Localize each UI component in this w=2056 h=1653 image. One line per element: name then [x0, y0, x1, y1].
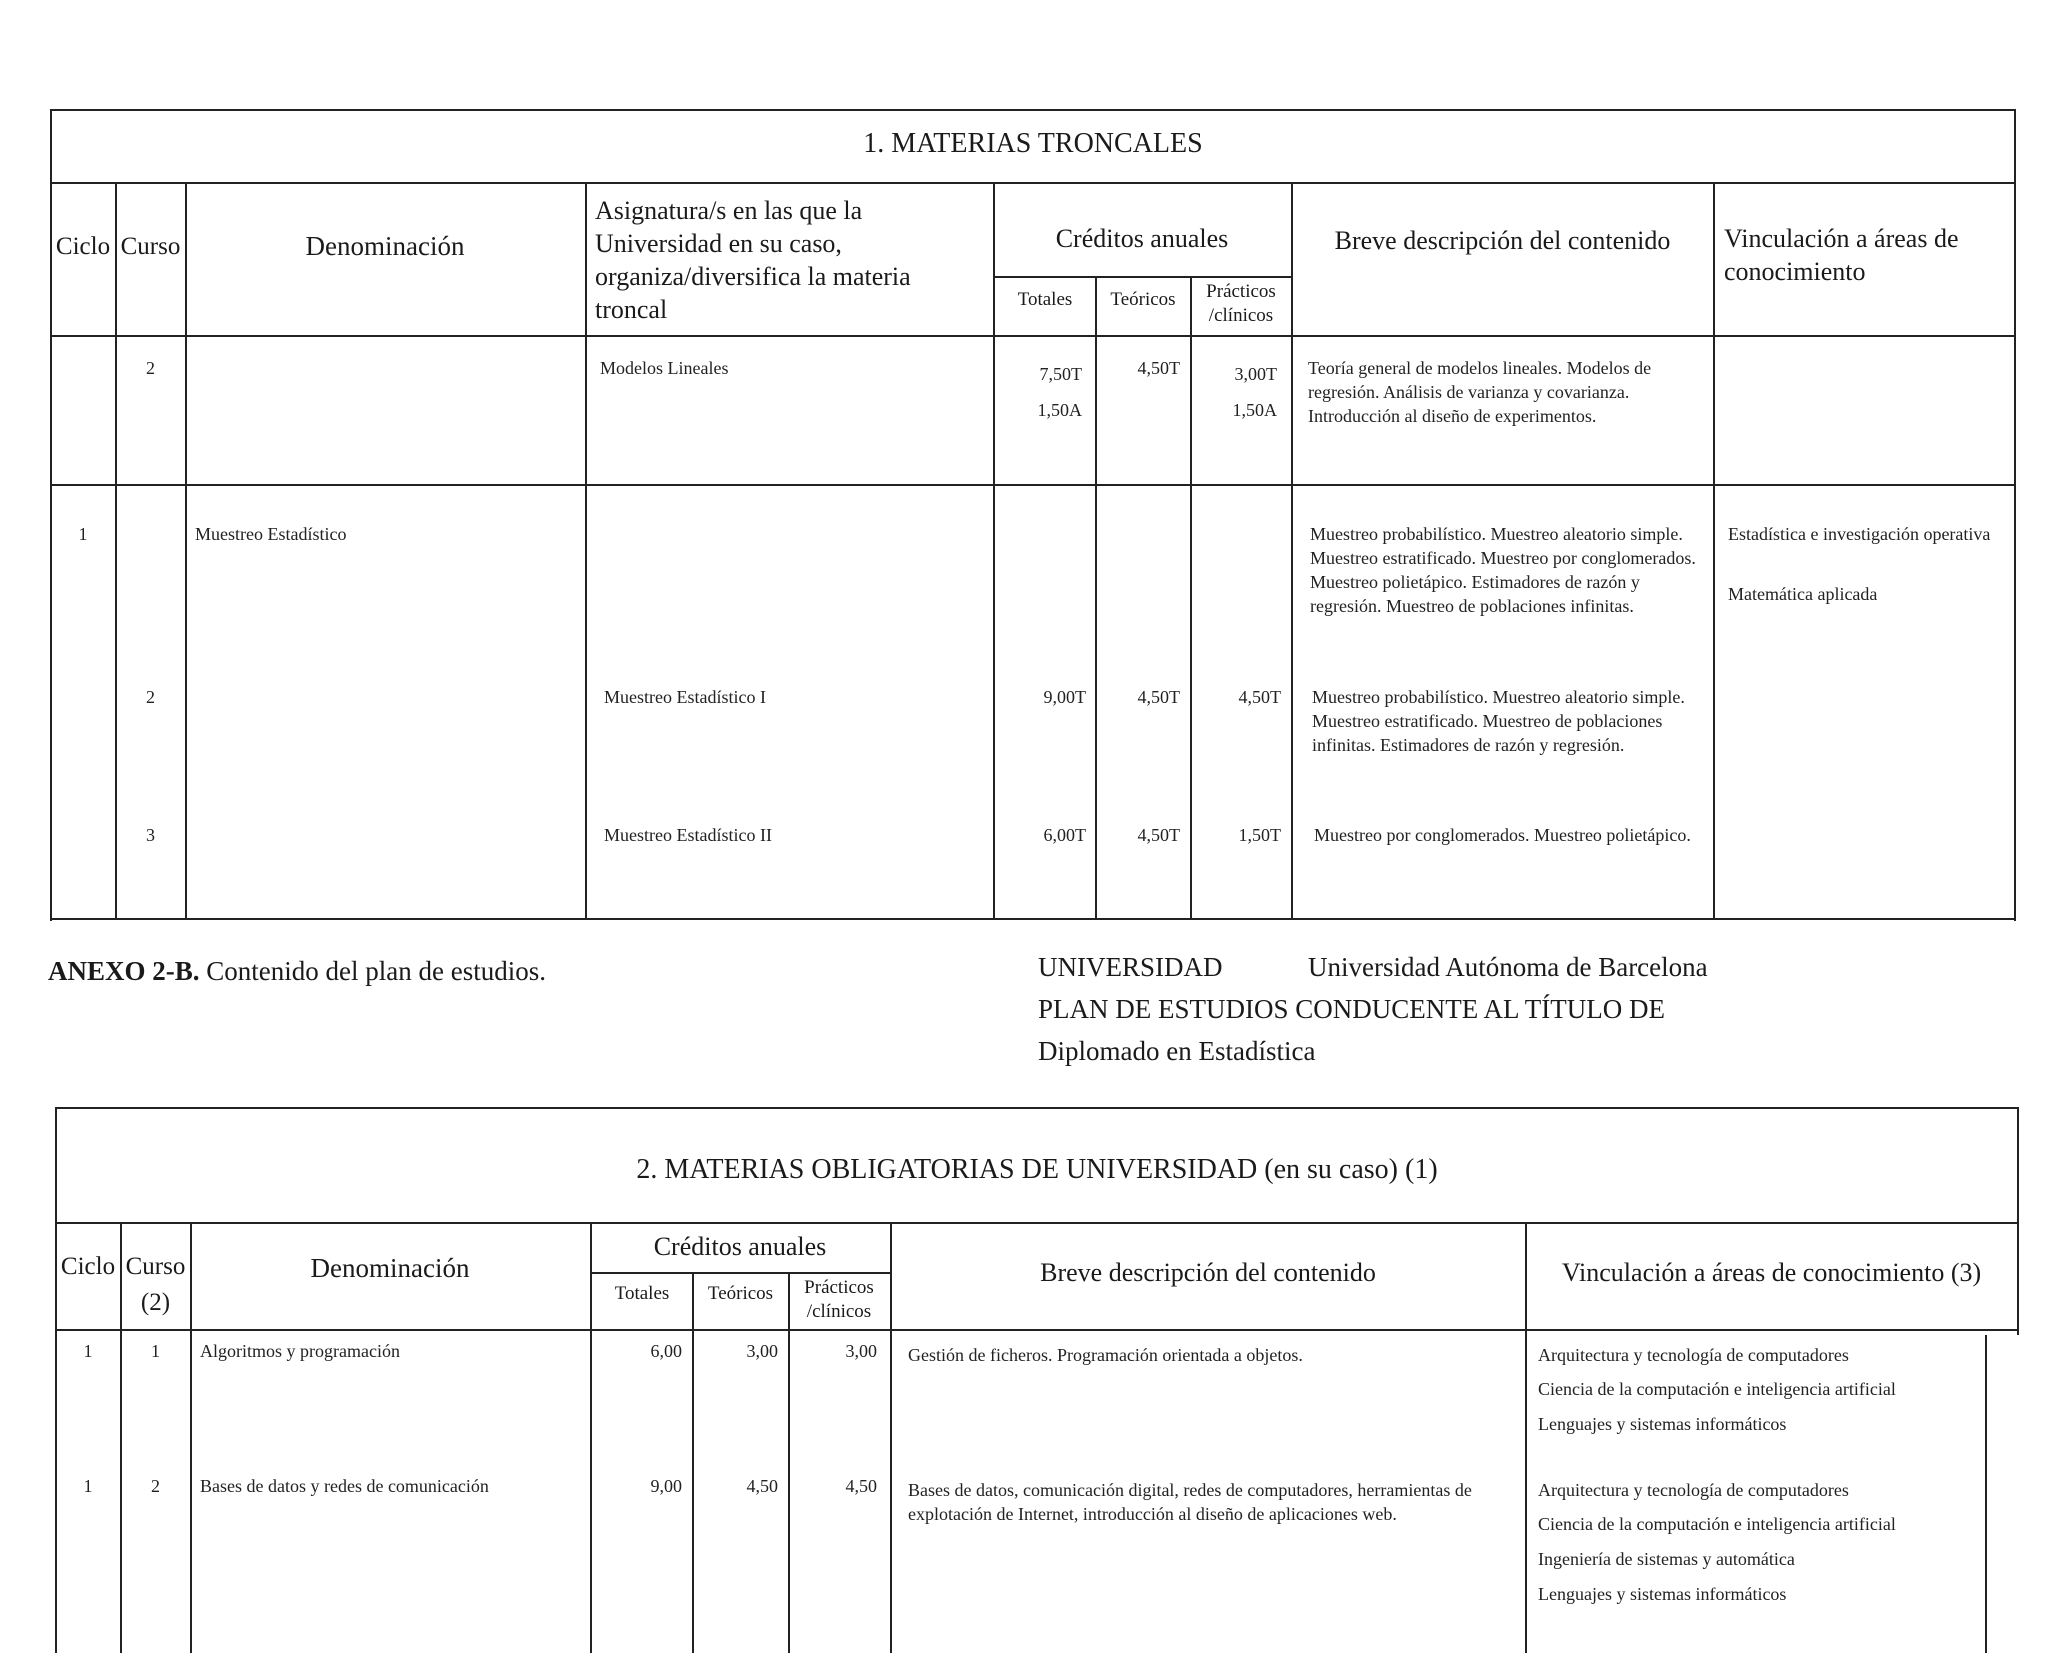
table2-col-line [788, 1272, 790, 1653]
cell-denominacion: Algoritmos y programación [200, 1341, 400, 1361]
cell-totales: 6,00 [650, 1341, 682, 1361]
table1-top-border [50, 109, 2016, 111]
table1-title-divider [50, 182, 2016, 184]
header-denominacion: Denominación [305, 231, 465, 261]
table1-row-divider [50, 484, 2016, 486]
table2-col-line [190, 1222, 192, 1653]
cell-practicos: 3,00 [845, 1341, 877, 1361]
cell-area: Lenguajes y sistemas informáticos [1538, 1584, 1787, 1604]
universidad-label: UNIVERSIDAD [1038, 952, 1223, 982]
table1-bottom-border [50, 918, 2016, 920]
cell-descripcion: Muestreo probabilístico. Muestreo aleatorio simple. Muestreo estratificado. Muestreo por conglomerados. Muestreo polietápico. Estimadores de razón y regresión. Muestreo de poblaciones infinitas. [1310, 524, 1696, 616]
cell-teoricos: 4,50T [1137, 825, 1180, 845]
table2-col-line [692, 1272, 694, 1653]
cell-ciclo: 1 [78, 524, 88, 544]
cell-practicos: 1,50T [1238, 825, 1281, 845]
table1-credits-subdivider [993, 276, 1291, 278]
header-totales: Totales [614, 1283, 670, 1304]
cell-asignatura: Muestreo Estadístico II [604, 825, 772, 845]
table1-col-line [1190, 276, 1192, 920]
table2-top-border [55, 1107, 2019, 1109]
cell-asignatura: Modelos Lineales [600, 358, 729, 378]
header-descripcion: Breve descripción del contenido [1334, 226, 1671, 255]
cell-curso: 2 [146, 687, 155, 707]
table2-col-line [55, 1222, 57, 1653]
anexo-text: Contenido del plan de estudios. [206, 956, 546, 986]
cell-area: Ingeniería de sistemas y automática [1538, 1549, 1795, 1569]
cell-totales: 6,00T [1043, 825, 1086, 845]
table1-col-line [115, 182, 117, 920]
header-creditos-anuales: Créditos anuales [1055, 224, 1229, 253]
cell-teoricos: 4,50T [1137, 687, 1180, 707]
universidad-value: Universidad Autónoma de Barcelona [1308, 952, 1708, 982]
cell-curso: 2 [151, 1476, 160, 1496]
titulo-value: Diplomado en Estadística [1038, 1036, 1316, 1066]
cell-descripcion: Muestreo por conglomerados. Muestreo polietápico. [1314, 825, 1691, 845]
cell-totales: 7,50T 1,50A [1037, 364, 1082, 420]
cell-area: Ciencia de la computación e inteligencia artificial [1538, 1379, 1896, 1399]
cell-practicos: 4,50T [1238, 687, 1281, 707]
cell-curso: 2 [146, 358, 155, 378]
header-teoricos: Teóricos [707, 1283, 774, 1304]
header-vinculacion: Vinculación a áreas de conocimiento [1724, 224, 1959, 286]
header-curso: Curso [125, 1253, 186, 1280]
cell-teoricos: 4,50 [746, 1476, 778, 1496]
table1-title: 1. MATERIAS TRONCALES [863, 128, 1203, 159]
table1-header-divider [50, 335, 2016, 337]
cell-ciclo: 1 [83, 1476, 93, 1496]
header-teoricos: Teóricos [1110, 289, 1176, 310]
cell-area: Arquitectura y tecnología de computadores [1538, 1480, 1849, 1500]
header-practicos: Prácticos /clínicos [804, 1277, 874, 1322]
cell-descripcion: Muestreo probabilístico. Muestreo aleatorio simple. Muestreo estratificado. Muestreo de poblaciones infinitas. Estimadores de razón y regresión. [1312, 687, 1685, 755]
table1-col-line [1713, 182, 1715, 920]
header-asignaturas: Asignatura/s en las que la Universidad en su caso, organiza/diversifica la materia troncal [595, 196, 911, 324]
header-curso-note: (2) [140, 1289, 171, 1316]
cell-totales: 9,00 [650, 1476, 682, 1496]
cell-vinculacion: Estadística e investigación operativa [1728, 524, 1991, 544]
header-totales: Totales [1017, 289, 1073, 310]
table2-title: 2. MATERIAS OBLIGATORIAS DE UNIVERSIDAD (en su caso) (1) [636, 1154, 1438, 1185]
anexo-line [48, 956, 546, 987]
header-denominacion: Denominación [310, 1253, 470, 1283]
cell-curso: 3 [146, 825, 155, 845]
header-descripcion: Breve descripción del contenido [1040, 1258, 1376, 1287]
cell-teoricos: 3,00 [746, 1341, 778, 1361]
header-ciclo: Ciclo [60, 1253, 116, 1280]
table1-col-line [185, 182, 187, 920]
cell-vinculacion-2: Matemática aplicada [1728, 584, 1878, 604]
table2-header-divider [55, 1329, 2019, 1331]
header-creditos-anuales: Créditos anuales [653, 1232, 827, 1261]
table1-col-line [1291, 182, 1293, 920]
cell-denominacion: Muestreo Estadístico [195, 524, 347, 544]
table1-col-line [1095, 276, 1097, 920]
table1-right-border [2014, 109, 2016, 921]
header-practicos: Prácticos /clínicos [1206, 281, 1276, 326]
cell-descripcion: Teoría general de modelos lineales. Modelos de regresión. Análisis de varianza y covarianza. Introducción al diseño de experimentos. [1308, 358, 1652, 426]
plan-estudios-line: PLAN DE ESTUDIOS CONDUCENTE AL TÍTULO DE [1038, 994, 1665, 1024]
header-curso: Curso [120, 233, 181, 260]
cell-totales: 9,00T [1043, 687, 1086, 707]
cell-area: Arquitectura y tecnología de computadores [1538, 1345, 1849, 1365]
table2-right-border [2017, 1107, 2019, 1335]
cell-descripcion: Bases de datos, comunicación digital, redes de computadores, herramientas de explotación de Internet, introducción al diseño de aplicaciones web. [908, 1480, 1472, 1524]
anexo-label: ANEXO 2-B. [48, 956, 200, 986]
cell-area: Lenguajes y sistemas informáticos [1538, 1414, 1787, 1434]
table2-title-divider [55, 1222, 2019, 1224]
header-ciclo: Ciclo [55, 233, 111, 260]
header-vinculacion: Vinculación a áreas de conocimiento (3) [1561, 1258, 1982, 1287]
cell-practicos: 4,50 [845, 1476, 877, 1496]
cell-area: Ciencia de la computación e inteligencia artificial [1538, 1514, 1896, 1534]
cell-descripcion: Gestión de ficheros. Programación orientada a objetos. [908, 1345, 1303, 1365]
cell-denominacion: Bases de datos y redes de comunicación [200, 1476, 489, 1496]
cell-practicos: 3,00T 1,50A [1232, 364, 1277, 420]
table2-credits-subdivider [590, 1272, 890, 1274]
table1-col-line [585, 182, 587, 920]
cell-ciclo: 1 [83, 1341, 93, 1361]
cell-teoricos: 4,50T [1137, 358, 1180, 378]
cell-asignatura: Muestreo Estadístico I [604, 687, 766, 707]
cell-curso: 1 [151, 1341, 160, 1361]
